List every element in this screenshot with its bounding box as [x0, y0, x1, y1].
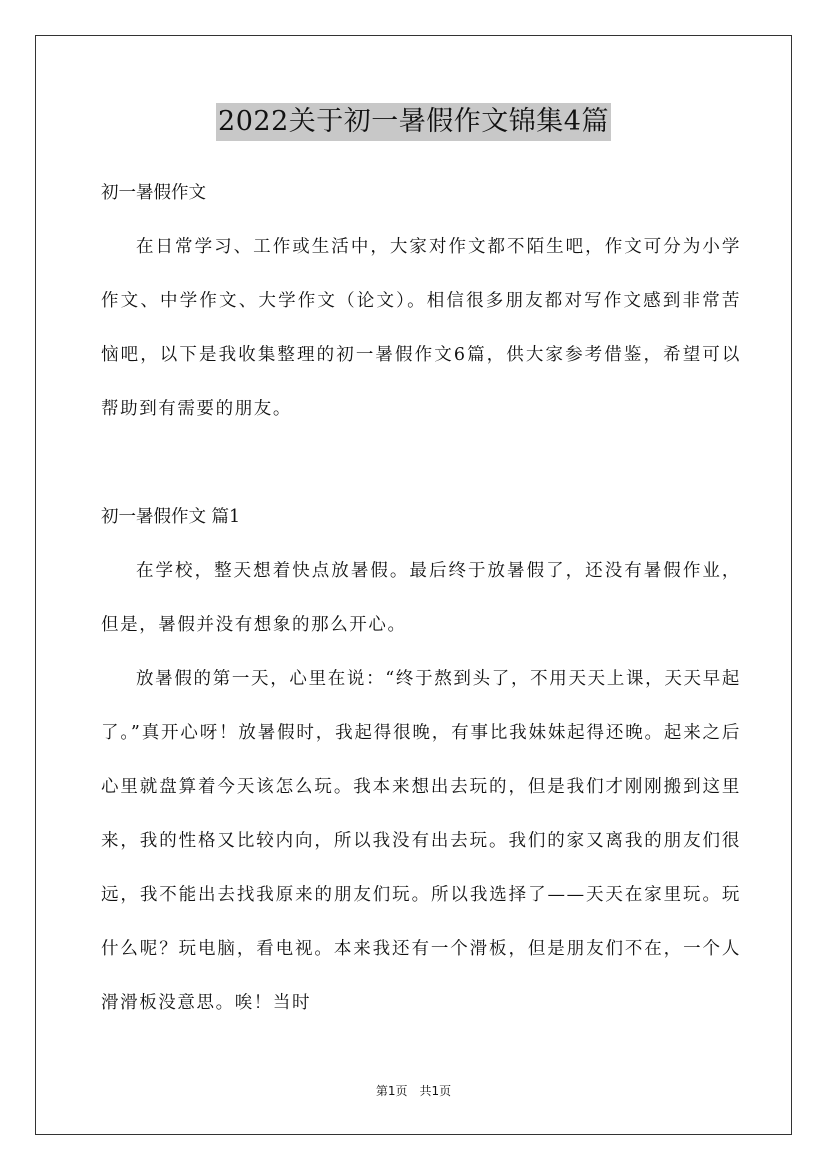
section-heading: 初一暑假作文 篇1: [101, 507, 241, 527]
page-total: 共1页: [419, 1084, 452, 1098]
paragraph: 在学校，整天想着快点放暑假。最后终于放暑假了，还没有暑假作业，但是，暑假并没有想象的那么开心。: [101, 561, 741, 635]
document-body: [101, 166, 741, 1030]
document-title-text: 2022关于初一暑假作文锦集4篇: [216, 103, 611, 141]
page-footer: [0, 1083, 827, 1099]
document-title: [0, 103, 827, 141]
paragraph: 放暑假的第一天，心里在说：“终于熬到头了，不用天天上课，天天早起了。”真开心呀！放暑假时，我起得很晚，有事比我妹妹起得还晚。起来之后心里就盘算着今天该怎么玩。我本来想出去玩的，但是我们才刚刚搬到这里来，我的性格又比较内向，所以我没有出去玩。我们的家又离我的朋友们很远，我不能出去找我原来的朋友们玩。所以我选择了——天天在家里玩。玩什么呢？玩电脑，看电视。本来我还有一个滑板，但是朋友们不在，一个人滑滑板没意思。唉！当时: [101, 669, 741, 1013]
paragraph: 在日常学习、工作或生活中，大家对作文都不陌生吧，作文可分为小学作文、中学作文、大学作文（论文）。相信很多朋友都对写作文感到非常苦恼吧，以下是我收集整理的初一暑假作文6篇，供大家参考借鉴，希望可以帮助到有需要的朋友。: [101, 237, 741, 419]
section-intro: [101, 166, 741, 436]
section-essay-1: [101, 490, 741, 1030]
page-number: 第1页: [375, 1084, 408, 1098]
section-heading: 初一暑假作文: [101, 183, 206, 203]
section-spacer: [101, 436, 741, 490]
